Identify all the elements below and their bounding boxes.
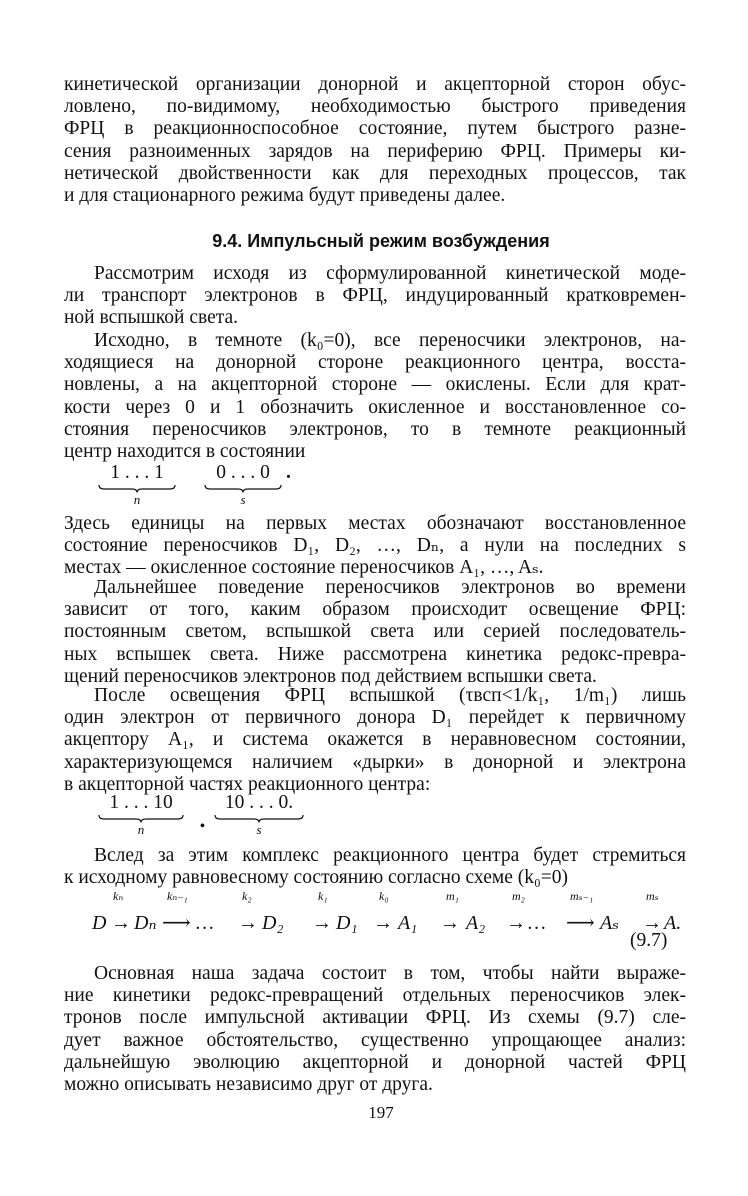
scheme-term: D: [92, 912, 107, 934]
paragraph-scheme-intro: [64, 845, 686, 889]
text-line: Рассмотрим исходя из сформулированной кинетической моде-: [94, 263, 686, 284]
text-line: зависит от того, каким образом происходит освещение ФРЦ:: [64, 599, 686, 621]
donor-values: 1 . . . 1: [110, 462, 164, 483]
text-line: Основная наша задача состоит в том, чтобы найти выраже-: [94, 963, 686, 984]
text-line: щений переносчиков электронов под действием вспышки света.: [64, 665, 597, 687]
text-line: ловлено, по-видимому, необходимостью быстрого приведения: [64, 96, 686, 118]
scheme-term: Dₙ: [134, 912, 157, 934]
text-line: стояния переносчиков электронов, то в темноте реакционный: [64, 418, 686, 440]
text-line: Вслед за этим комплекс реакционного центра будет стремиться: [94, 845, 686, 866]
scheme-arrow: →: [373, 912, 393, 934]
text-line: ние кинетики редокс-превращений отдельных переносчиков элек-: [64, 985, 686, 1007]
text-line: и для стационарного режима будут приведены далее.: [64, 185, 506, 207]
scheme-term: D₁: [336, 912, 358, 934]
acceptor-group: [214, 792, 304, 837]
rate-constant: k₂: [242, 889, 252, 903]
text-line: характеризующемся наличием «дырки» в донорной и электрона: [64, 751, 686, 773]
scheme-term: …: [528, 912, 546, 934]
rate-constant: k₁: [318, 889, 328, 903]
text-line: ной вспышкой света.: [64, 307, 239, 329]
scheme-term: D₂: [262, 912, 284, 934]
scheme-arrow: →: [312, 912, 332, 934]
text-line: тронов после импульсной активации ФРЦ. Из схемы (9.7) сле-: [64, 1007, 686, 1029]
text-line: ФРЦ в реакционноспособное состояние, путем быстрого разне-: [64, 118, 686, 140]
text-line: один электрон от первичного донора D₁ перейдет к первичному: [64, 707, 686, 729]
formula-period: .: [286, 462, 291, 483]
formula-dot: •: [200, 819, 205, 834]
text-line: ли транспорт электронов в ФРЦ, индуцированный кратковремен-: [64, 285, 686, 307]
scheme-arrow: →: [440, 912, 460, 934]
scheme-arrow: →: [642, 912, 662, 934]
paragraph-dark-state: [64, 330, 686, 463]
paragraph-intro: [64, 263, 686, 330]
acceptor-group: [204, 462, 282, 507]
text-line: нетической двойственности как для переходных процессов, так: [64, 162, 686, 184]
paragraph-continuation: [64, 74, 686, 207]
scheme-term: Aₛ: [600, 912, 619, 934]
scheme-arrow: ⟶: [162, 912, 191, 934]
scheme-arrow: →: [238, 912, 258, 934]
scheme-arrow: →: [111, 912, 131, 934]
rate-constant: mₛ₋₁: [570, 889, 594, 903]
scheme-term: …: [196, 912, 214, 934]
rate-constant: kₙ: [113, 889, 124, 903]
donor-values: 1 . . . 10: [109, 792, 173, 813]
text-line: Здесь единицы на первых местах обозначают восстановленное: [64, 513, 686, 534]
text-line: Исходно, в темноте (k₀=0), все переносчики электронов, на-: [94, 330, 686, 351]
text-line: ных вспышек света. Ниже рассмотрена кинетика редокс-превра-: [64, 643, 686, 665]
text-line: можно описывать независимо друг от друга.: [64, 1074, 433, 1096]
rate-constant: mₛ: [646, 889, 659, 903]
donor-count-label: n: [137, 822, 145, 837]
rate-constant: kₙ₋₁: [167, 889, 188, 903]
rate-constant: m₁: [446, 889, 459, 903]
text-line: кости через 0 и 1 обозначить окисленное и восстановленное со-: [64, 396, 686, 418]
text-line: местах — окисленное состояние переносчиков A₁, …, Aₛ.: [64, 557, 544, 579]
text-line: к исходному равновесному состоянию согласно схеме (k₀=0): [64, 867, 569, 889]
text-line: После освещения ФРЦ вспышкой (τвсп<1/k₁, 1/m₁) лишь: [94, 685, 686, 706]
scheme-arrow: ⟶: [566, 912, 595, 934]
rate-constant: m₂: [512, 889, 525, 903]
paragraph-units: [64, 513, 686, 580]
rate-constant: k₀: [379, 889, 389, 903]
acceptor-values: 10 . . . 0.: [224, 792, 294, 813]
paragraph-final: [64, 963, 686, 1096]
text-line: Дальнейшее поведение переносчиков электронов во времени: [94, 577, 686, 598]
text-line: состояние переносчиков D₁, D₂, …, Dₙ, а нули на последних s: [64, 535, 686, 557]
text-line: сения разноименных зарядов на периферию ФРЦ. Примеры ки-: [64, 140, 686, 162]
text-line: центр находится в состоянии: [64, 441, 306, 463]
section-heading: 9.4. Импульсный режим возбуждения: [212, 231, 550, 251]
donor-count-label: n: [133, 492, 141, 507]
scheme-term: A.: [664, 912, 682, 934]
text-line: новлены, а на акцепторной стороне — окислены. Если для крат-: [64, 374, 686, 396]
donor-group: [98, 792, 184, 837]
equation-number: (9.7): [630, 930, 668, 951]
text-line: ходящиеся на донорной стороне реакционного центра, восста-: [64, 352, 686, 374]
reaction-scheme: [92, 890, 692, 934]
text-line: постоянным светом, вспышкой света или серией последователь-: [64, 621, 686, 643]
text-line: в акцепторной частях реакционного центра:: [64, 773, 431, 795]
acceptor-count-label: s: [240, 492, 246, 507]
scheme-term: A₁: [398, 912, 418, 934]
text-line: кинетической организации донорной и акцепторной сторон обус-: [64, 74, 686, 95]
text-line: дальнейшую эволюцию акцепторной и донорной частей ФРЦ: [64, 1051, 686, 1073]
acceptor-values: 0 . . . 0: [216, 462, 270, 483]
scheme-arrow: →: [506, 912, 526, 934]
text-line: дует важное обстоятельство, существенно упрощающее анализ:: [64, 1029, 686, 1051]
paragraph-flash: [64, 685, 686, 796]
donor-group: [98, 462, 176, 507]
scheme-term: A₂: [466, 912, 486, 934]
text-line: акцептору A₁, и система окажется в неравновесном состоянии,: [64, 729, 686, 751]
paragraph-behavior: [64, 577, 686, 688]
acceptor-count-label: s: [256, 822, 262, 837]
page-number: 197: [368, 1103, 394, 1122]
